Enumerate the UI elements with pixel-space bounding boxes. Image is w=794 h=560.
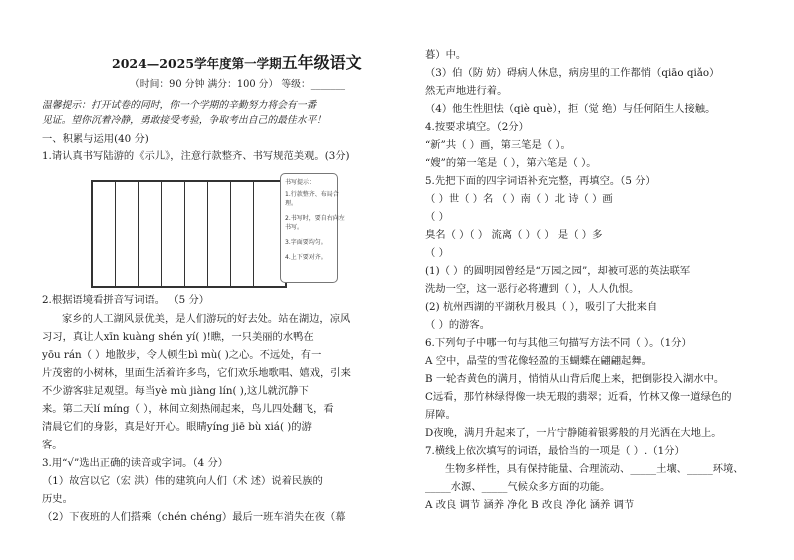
card-line: 3.字面要均匀。 — [285, 239, 327, 246]
writing-tips-card — [280, 173, 345, 283]
right-line: “嫂”的第一笔是（ ），第六笔是（ ）。 — [425, 157, 597, 169]
question-3-heading: 3.用“√”选出正确的读音或字词。（4 分） — [42, 457, 229, 469]
option-b: B 一轮杏黄色的满月，悄悄从山背后爬上来，把倒影投入湖水中。 — [425, 373, 725, 385]
q7-options: A 改良 调节 涵养 净化 B 改良 净化 涵养 调节 — [425, 499, 635, 511]
right-line: 暮）中。 — [425, 49, 467, 61]
card-heading: 书写提示： — [285, 179, 316, 186]
option-c: C远看，那竹林绿得像一块无瑕的翡翠；近看，竹林又像一道绿色的 — [425, 391, 732, 403]
question-4-heading: 4.按要求填空。（2分） — [425, 121, 529, 133]
right-line: 屏障。 — [425, 409, 456, 421]
right-line: 臭名（ ）（ ） 流离（ ）（ ） 是（ ）多 — [425, 229, 603, 241]
q2-line: 不少游客驻足观望。每当yè mù jiàng lín( ),这儿就沉静下 — [42, 385, 309, 397]
card-line: 理。 — [285, 200, 298, 207]
q2-line: yōu rán（ ）地散步，令人顿生bì mù( )之心。不远处，有一 — [42, 349, 322, 361]
question-6-heading: 6.下列句子中哪一句与其他三句描写方法不同（ ）。（1分） — [425, 337, 692, 349]
right-line: （ ） — [425, 247, 449, 259]
question-5-heading: 5.先把下面的四字词语补充完整，再填空。（5 分） — [425, 175, 656, 187]
question-1: 1.请认真书写陆游的《示儿》，注意行款整齐、书写规范美观。(3分) — [42, 150, 350, 162]
right-line: _____水源、_____气候众多方面的功能。 — [425, 481, 611, 493]
exam-title — [112, 50, 362, 73]
exam-meta: （时间：90 分钟 满分：100 分） 等级：_______ — [130, 79, 346, 90]
card-line: 书写。 — [285, 224, 304, 231]
right-line: 然无声地进行着。 — [425, 85, 508, 97]
title-subject: 五年级语文 — [281, 53, 362, 72]
right-line: （3）伯（防 妨）碍病人休息，病房里的工作都悄（qiāo qiǎo） — [425, 67, 720, 79]
q3-line: 历史。 — [42, 493, 73, 505]
left-column — [42, 0, 376, 560]
tip-line-1: 温馨提示：打开试卷的同时，你一个学期的辛勤努力将会有一番 — [42, 100, 317, 111]
q2-line: 习习，真让人xīn kuàng shén yí( )!瞧，一只美丽的水鸭在 — [42, 331, 314, 343]
right-line: 洗劫一空，这一恶行必将遭到（ ），人人仇恨。 — [425, 283, 640, 295]
card-line: 2.书写时，要自右向左 — [285, 215, 345, 222]
option-d: D夜晚，满月升起来了，一片宁静随着银雾般的月光洒在大地上。 — [425, 427, 722, 439]
right-line: （4）他生性胆怯（qiè què），拒（觉 绝）与任何陌生人接触。 — [425, 103, 716, 115]
right-line: 生物多样性，具有保持能量、合理流动、_____土壤、_____环境、 — [445, 463, 744, 475]
right-line: （ ）世（ ）名 （ ）南（ ）北 诗（ ）画 — [425, 193, 613, 205]
question-2-heading: 2.根据语境看拼音写词语。 （5 分） — [42, 294, 210, 306]
q2-line: 家乡的人工湖风景优美，是人们游玩的好去处。站在湖边，凉风 — [62, 313, 351, 325]
tip-line-2: 见证。望你沉着冷静，勇敢接受考验，争取考出自己的最佳水平！ — [42, 115, 327, 126]
right-line: “新”共（ ）画，第三笔是（ ）。 — [425, 139, 571, 151]
title-prefix: 2024—2025学年度第一学期 — [112, 56, 282, 71]
right-column — [425, 0, 770, 560]
q2-line: 清晨它们的身影，真是好开心。眼睛yíng jiē bù xiá( )的游 — [42, 421, 312, 433]
q2-line: 来。第二天lí míng（ ），林间立刻热闹起来，鸟儿四处翻飞，看 — [42, 403, 334, 415]
right-line: (1)（ ）的圆明园曾经是“万园之园”，却被可恶的英法联军 — [425, 265, 691, 277]
q2-line: 片茂密的小树林，里面生活着许多鸟，它们欢乐地歌唱、嬉戏，引来 — [42, 367, 351, 379]
right-line: (2) 杭州西湖的平湖秋月极具（ ），吸引了大批来自 — [425, 301, 658, 313]
question-7-heading: 7.横线上依次填写的词语，最恰当的一项是（ ）.（1分） — [425, 445, 685, 457]
option-a: A 空中，晶莹的雪花像轻盈的玉蝴蝶在翩翩起舞。 — [425, 355, 652, 367]
q3-line: （2）下夜班的人们搭乘（chén chéng）最后一班车消失在夜（幕 — [42, 511, 346, 523]
right-line: （ ）的游客。 — [425, 319, 491, 331]
writing-grid[interactable] — [91, 180, 287, 288]
card-line: 1.行款整齐、布局合 — [285, 191, 339, 198]
right-line: （ ） — [425, 211, 449, 223]
card-line: 4.上下要对齐。 — [285, 254, 327, 261]
q2-line: 客。 — [42, 439, 63, 451]
q3-line: （1）故宫以它（宏 洪）伟的建筑向人们（术 述）说着民族的 — [42, 475, 323, 487]
section-heading: 一、积累与运用(40 分) — [42, 133, 149, 145]
